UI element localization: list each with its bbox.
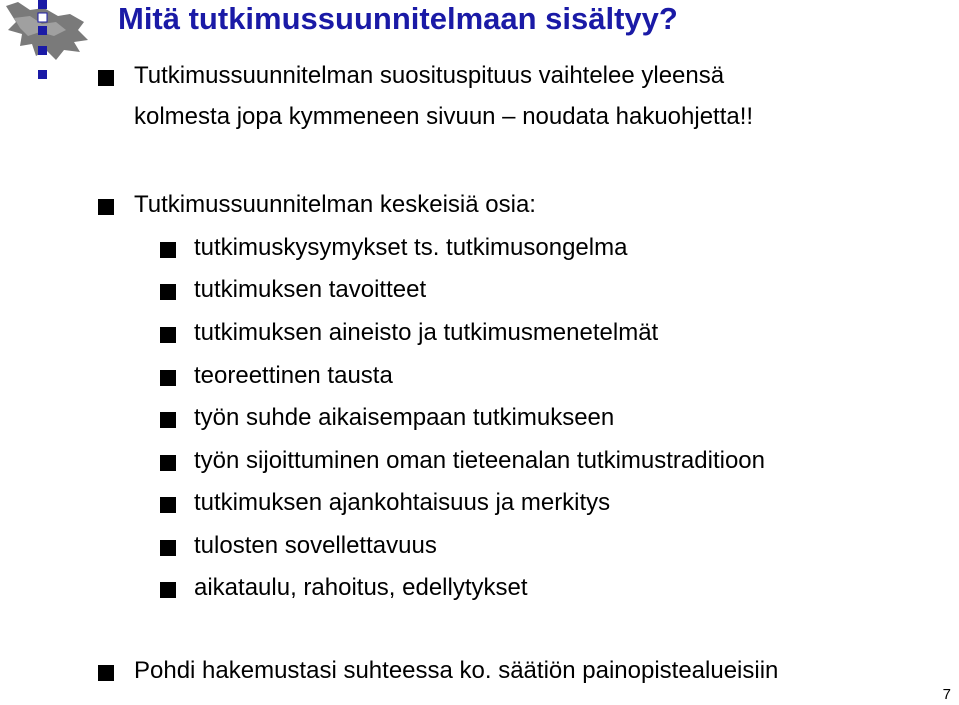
sub-bullet-text: tutkimuksen tavoitteet bbox=[194, 276, 427, 303]
bullet-text: Pohdi hakemustasi suhteessa ko. säätiön painopistealueisiin bbox=[134, 657, 779, 684]
square-bullet-icon bbox=[98, 70, 114, 86]
sub-bullet-text: työn suhde aikaisempaan tutkimukseen bbox=[194, 404, 615, 431]
sub-bullet-text: aikataulu, rahoitus, edellytykset bbox=[194, 574, 528, 601]
square-bullet-icon bbox=[160, 242, 176, 258]
square-bullet-icon bbox=[98, 199, 114, 215]
sub-bullet-text: tutkimuksen aineisto ja tutkimusmenetelmät bbox=[194, 319, 659, 346]
bullet-text: Tutkimussuunnitelman suosituspituus vaihtelee yleensä bbox=[134, 62, 725, 89]
sub-bullet-text: tulosten sovellettavuus bbox=[194, 532, 437, 559]
bullet-text: Tutkimussuunnitelman keskeisiä osia: bbox=[134, 191, 536, 218]
square-bullet-icon bbox=[160, 327, 176, 343]
square-bullet-icon bbox=[98, 665, 114, 681]
bullet-text-continued: kolmesta jopa kymmeneen sivuun – noudata hakuohjetta!! bbox=[134, 103, 754, 130]
sub-bullet-text: tutkimuksen ajankohtaisuus ja merkitys bbox=[194, 489, 611, 516]
square-bullet-icon bbox=[160, 412, 176, 428]
sub-bullet-text: teoreettinen tausta bbox=[194, 362, 393, 389]
sub-bullet-text: työn sijoittuminen oman tieteenalan tutkimustraditioon bbox=[194, 447, 765, 474]
square-bullet-icon bbox=[160, 455, 176, 471]
square-bullet-icon bbox=[160, 284, 176, 300]
square-bullet-icon bbox=[160, 370, 176, 386]
page-number: 7 bbox=[942, 686, 951, 703]
square-bullet-icon bbox=[160, 582, 176, 598]
square-bullet-icon bbox=[160, 497, 176, 513]
square-bullet-icon bbox=[160, 540, 176, 556]
sub-bullet-text: tutkimuskysymykset ts. tutkimusongelma bbox=[194, 234, 628, 261]
slide-title: Mitä tutkimussuunnitelmaan sisältyy? bbox=[118, 1, 678, 36]
